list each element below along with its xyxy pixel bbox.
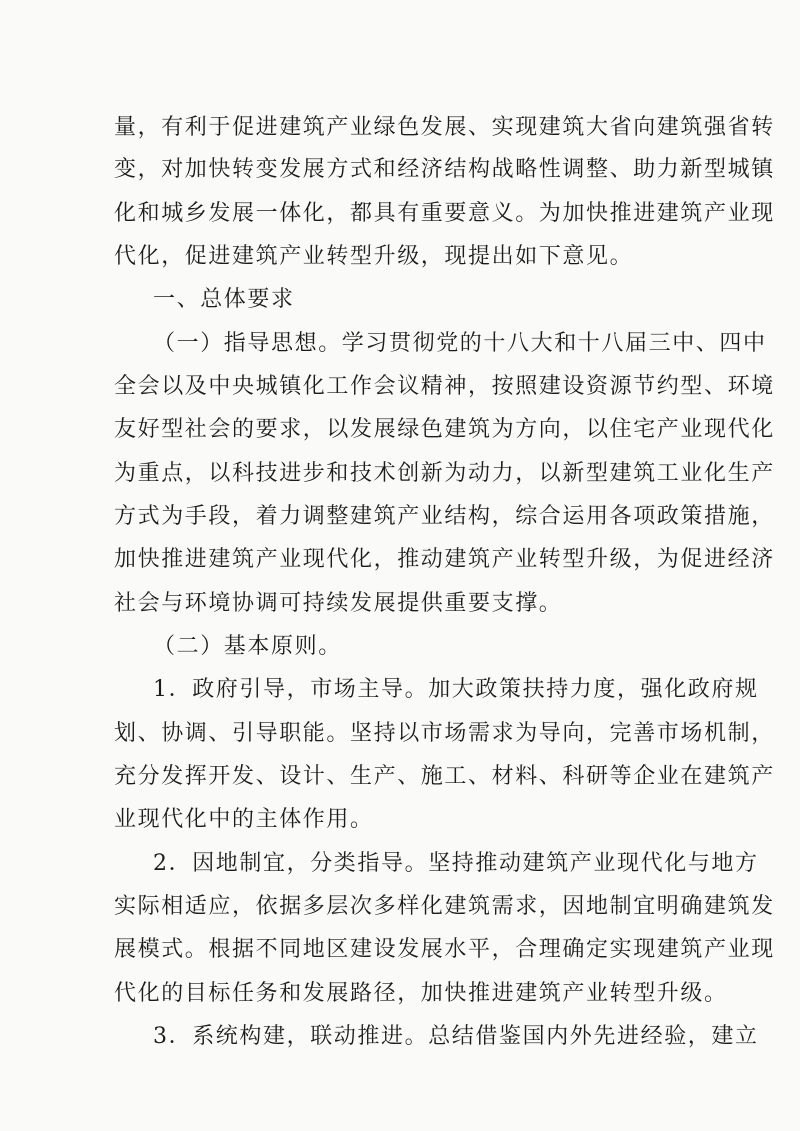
text-line: 变，对加快转变发展方式和经济结构战略性调整、助力新型城镇 xyxy=(114,157,775,182)
text-line: 1．政府引导，市场主导。加大政策扶持力度，强化政府规 xyxy=(153,677,759,702)
text-line: 业现代化中的主体作用。 xyxy=(114,807,374,832)
text-line: 展模式。根据不同地区建设发展水平，合理确定实现建筑产业现 xyxy=(114,937,775,962)
text-line: 社会与环境协调可持续发展提供重要支撑。 xyxy=(114,591,563,616)
text-line: 2．因地制宜，分类指导。坚持推动建筑产业现代化与地方 xyxy=(153,851,759,876)
text-line: 为重点，以科技进步和技术创新为动力，以新型建筑工业化生产 xyxy=(114,461,775,486)
subsection-heading: （二）基本原则。 xyxy=(153,634,342,659)
text-line: 化和城乡发展一体化，都具有重要意义。为加快推进建筑产业现 xyxy=(114,201,775,226)
text-line: （一）指导思想。学习贯彻党的十八大和十八届三中、四中 xyxy=(153,331,767,356)
text-line: 划、协调、引导职能。坚持以市场需求为导向，完善市场机制， xyxy=(114,721,775,746)
text-line: 代化的目标任务和发展路径，加快推进建筑产业转型升级。 xyxy=(114,981,728,1006)
text-line: 加快推进建筑产业现代化，推动建筑产业转型升级，为促进经济 xyxy=(114,547,775,572)
text-line: 实际相适应，依据多层次多样化建筑需求，因地制宜明确建筑发 xyxy=(114,894,775,919)
text-line: 充分发挥开发、设计、生产、施工、材料、科研等企业在建筑产 xyxy=(114,764,775,789)
text-line: 全会以及中央城镇化工作会议精神，按照建设资源节约型、环境 xyxy=(114,374,775,399)
text-line: 3．系统构建，联动推进。总结借鉴国内外先进经验，建立 xyxy=(153,1024,759,1049)
text-line: 量，有利于促进建筑产业绿色发展、实现建筑大省向建筑强省转 xyxy=(114,115,775,140)
text-line: 代化，促进建筑产业转型升级，现提出如下意见。 xyxy=(114,244,634,269)
section-heading: 一、总体要求 xyxy=(153,287,295,312)
text-line: 方式为手段，着力调整建筑产业结构，综合运用各项政策措施， xyxy=(114,504,775,529)
text-line: 友好型社会的要求，以发展绿色建筑为方向，以住宅产业现代化 xyxy=(114,417,775,442)
